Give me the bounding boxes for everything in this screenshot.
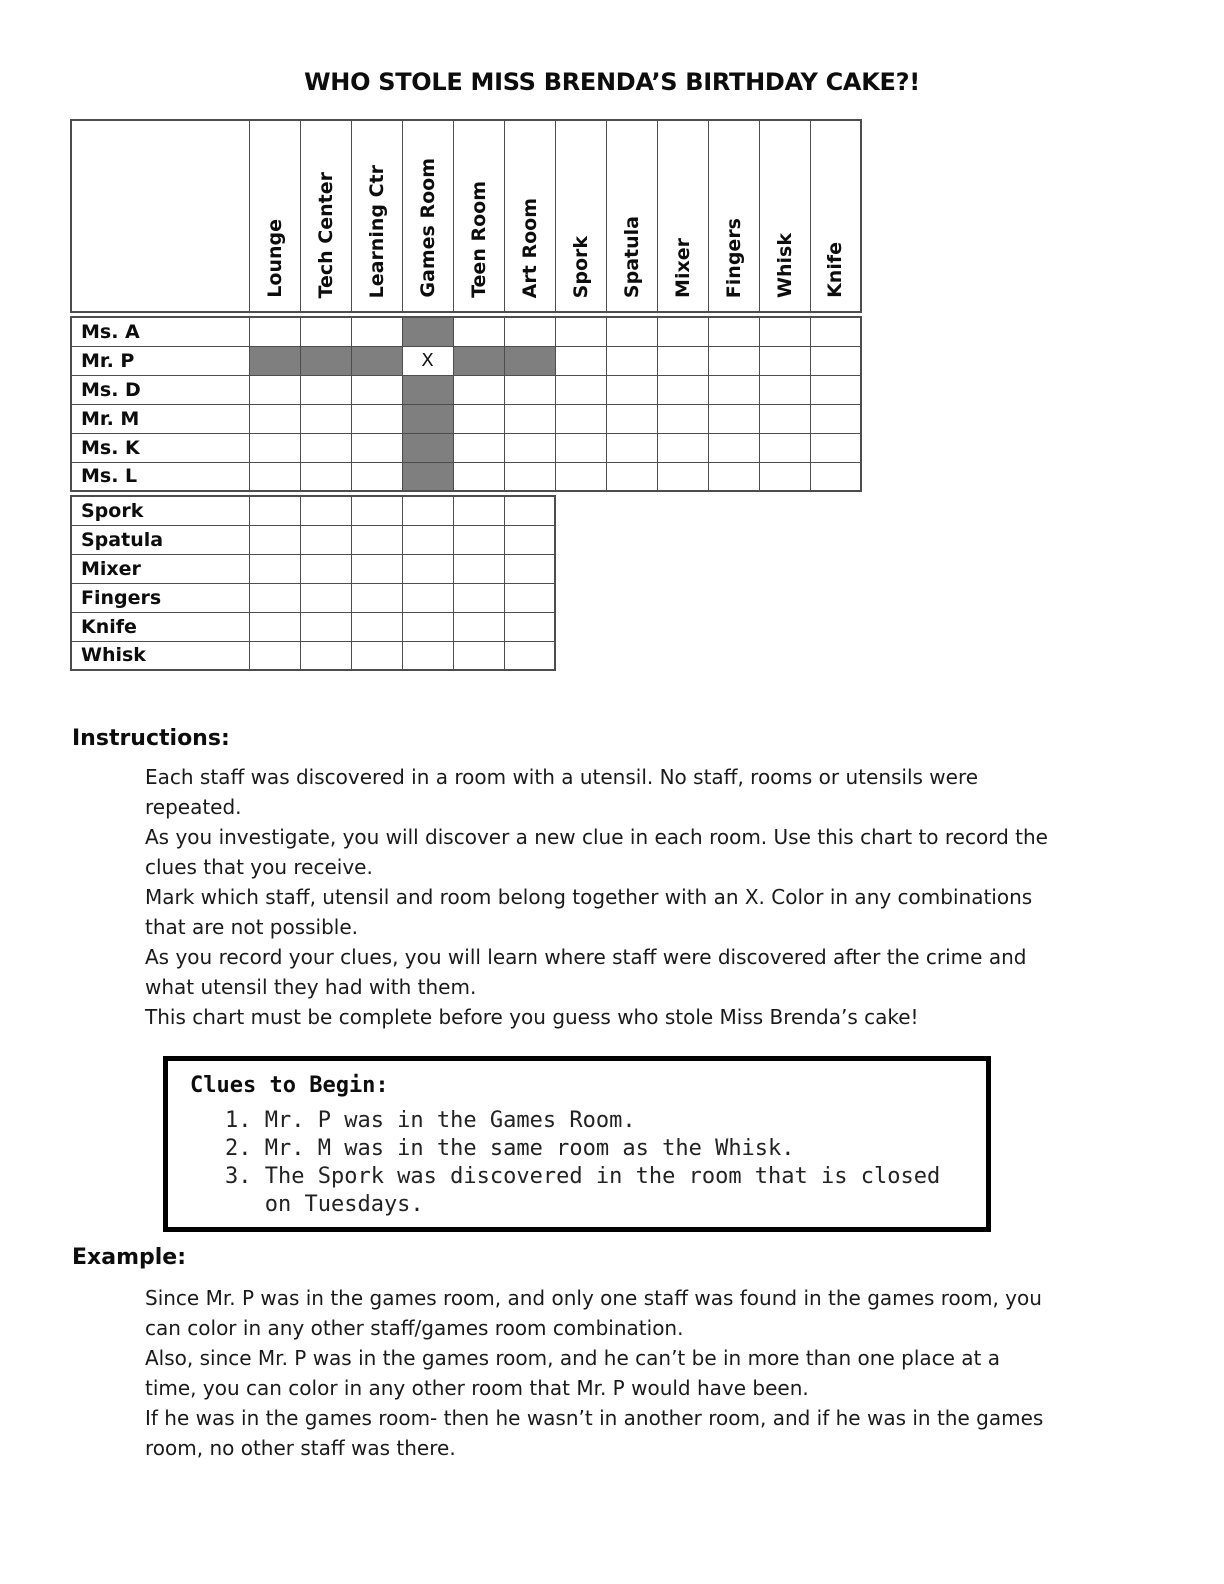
grid-cell-whisk-lounge: [249, 641, 300, 670]
grid-cell-mr-p-teen-room: [453, 346, 504, 375]
row-header-spork: Spork: [71, 496, 249, 525]
column-header-lounge: [249, 120, 300, 312]
page-title: WHO STOLE MISS BRENDA’S BIRTHDAY CAKE?!: [304, 68, 920, 96]
grid-cell-mr-p-games-room: X: [402, 346, 453, 375]
grid-cell-mr-p-spatula: [606, 346, 657, 375]
row-header-spatula: Spatula: [71, 525, 249, 554]
example-line: can color in any other staff/games room combination.: [145, 1316, 684, 1340]
grid-cell-mr-m-fingers: [708, 404, 759, 433]
example-line: time, you can color in any other room that Mr. P would have been.: [145, 1376, 809, 1400]
grid-cell-ms-k-fingers: [708, 433, 759, 462]
grid-cell-ms-l-games-room: [402, 462, 453, 491]
grid-cell-fingers-learning-ctr: [351, 583, 402, 612]
example-heading: Example:: [72, 1245, 186, 1270]
logic-grid: [70, 119, 862, 671]
grid-cell-ms-a-lounge: [249, 317, 300, 346]
grid-cell-mr-m-mixer: [657, 404, 708, 433]
grid-cell-ms-k-whisk: [759, 433, 810, 462]
row-header-ms-d: Ms. D: [71, 375, 249, 404]
column-header-art-room: [504, 120, 555, 312]
row-header-ms-l: Ms. L: [71, 462, 249, 491]
clue-line: 1. Mr. P was in the Games Room.: [225, 1108, 636, 1133]
grid-cell-spatula-learning-ctr: [351, 525, 402, 554]
grid-cell-ms-k-teen-room: [453, 433, 504, 462]
grid-cell-ms-k-tech-center: [300, 433, 351, 462]
grid-cell-knife-tech-center: [300, 612, 351, 641]
grid-cell-mixer-tech-center: [300, 554, 351, 583]
instructions-body: [145, 762, 1155, 1032]
column-header-label: Spork: [569, 235, 592, 298]
instruction-line: that are not possible.: [145, 915, 359, 939]
utensil-row-fingers: [71, 583, 555, 612]
grid-cell-mr-p-spork: [555, 346, 606, 375]
row-header-knife: Knife: [71, 612, 249, 641]
grid-cell-ms-l-spatula: [606, 462, 657, 491]
column-header-label: Spatula: [620, 215, 643, 298]
grid-cell-ms-d-art-room: [504, 375, 555, 404]
grid-cell-whisk-art-room: [504, 641, 555, 670]
grid-cell-mr-m-whisk: [759, 404, 810, 433]
clues-box-heading: Clues to Begin:: [190, 1073, 389, 1098]
grid-cell-knife-learning-ctr: [351, 612, 402, 641]
staff-row-ms-l: [71, 462, 861, 491]
instruction-line: Mark which staff, utensil and room belong together with an X. Color in any combinations: [145, 885, 1033, 909]
grid-cell-ms-d-fingers: [708, 375, 759, 404]
grid-cell-mr-m-lounge: [249, 404, 300, 433]
instructions-heading: Instructions:: [72, 726, 230, 751]
row-header-mr-m: Mr. M: [71, 404, 249, 433]
instruction-line: This chart must be complete before you guess who stole Miss Brenda’s cake!: [145, 1005, 919, 1029]
grid-cell-mr-m-spork: [555, 404, 606, 433]
grid-cell-ms-a-spork: [555, 317, 606, 346]
grid-cell-mr-m-spatula: [606, 404, 657, 433]
grid-cell-spork-games-room: [402, 496, 453, 525]
grid-cell-mr-p-tech-center: [300, 346, 351, 375]
grid-cell-ms-l-mixer: [657, 462, 708, 491]
grid-cell-ms-d-spatula: [606, 375, 657, 404]
grid-cell-ms-d-whisk: [759, 375, 810, 404]
grid-cell-ms-d-mixer: [657, 375, 708, 404]
grid-cell-ms-d-learning-ctr: [351, 375, 402, 404]
grid-utensil-section: [70, 495, 556, 671]
column-header-label: Mixer: [671, 238, 694, 298]
grid-cell-spatula-tech-center: [300, 525, 351, 554]
grid-cell-fingers-games-room: [402, 583, 453, 612]
grid-cell-ms-a-tech-center: [300, 317, 351, 346]
row-header-ms-k: Ms. K: [71, 433, 249, 462]
grid-cell-mr-m-learning-ctr: [351, 404, 402, 433]
row-header-fingers: Fingers: [71, 583, 249, 612]
column-header-label: Fingers: [722, 217, 745, 298]
column-header-knife: [810, 120, 861, 312]
instruction-line: Each staff was discovered in a room with a utensil. No staff, rooms or utensils were: [145, 765, 979, 789]
column-header-whisk: [759, 120, 810, 312]
example-line: Since Mr. P was in the games room, and only one staff was found in the games room, you: [145, 1286, 1042, 1310]
column-header-label: Games Room: [416, 158, 439, 298]
grid-cell-ms-k-lounge: [249, 433, 300, 462]
grid-cell-whisk-learning-ctr: [351, 641, 402, 670]
column-header-spork: [555, 120, 606, 312]
grid-cell-ms-a-teen-room: [453, 317, 504, 346]
grid-header-section: [70, 119, 862, 313]
column-header-spatula: [606, 120, 657, 312]
grid-cell-ms-a-art-room: [504, 317, 555, 346]
grid-cell-mr-p-whisk: [759, 346, 810, 375]
grid-cell-spatula-teen-room: [453, 525, 504, 554]
column-header-label: Knife: [824, 242, 847, 298]
grid-staff-section: [70, 316, 862, 492]
grid-cell-ms-d-spork: [555, 375, 606, 404]
grid-cell-ms-d-tech-center: [300, 375, 351, 404]
column-header-label: Lounge: [263, 219, 286, 298]
example-body: [145, 1283, 1155, 1463]
column-header-games-room: [402, 120, 453, 312]
utensil-row-whisk: [71, 641, 555, 670]
grid-cell-mixer-lounge: [249, 554, 300, 583]
grid-cell-ms-k-mixer: [657, 433, 708, 462]
clue-line: on Tuesdays.: [264, 1192, 424, 1217]
column-header-label: Learning Ctr: [365, 164, 388, 298]
staff-row-mr-p: [71, 346, 861, 375]
grid-cell-fingers-lounge: [249, 583, 300, 612]
column-header-fingers: [708, 120, 759, 312]
grid-cell-ms-a-fingers: [708, 317, 759, 346]
grid-cell-knife-art-room: [504, 612, 555, 641]
clues-box: [163, 1056, 991, 1232]
column-header-tech-center: [300, 120, 351, 312]
grid-cell-ms-l-lounge: [249, 462, 300, 491]
grid-cell-spork-tech-center: [300, 496, 351, 525]
row-header-whisk: Whisk: [71, 641, 249, 670]
grid-cell-ms-d-teen-room: [453, 375, 504, 404]
grid-cell-mr-m-games-room: [402, 404, 453, 433]
grid-cell-ms-k-art-room: [504, 433, 555, 462]
staff-row-mr-m: [71, 404, 861, 433]
grid-cell-fingers-teen-room: [453, 583, 504, 612]
grid-cell-ms-l-art-room: [504, 462, 555, 491]
grid-cell-mr-m-knife: [810, 404, 861, 433]
grid-cell-mr-p-mixer: [657, 346, 708, 375]
grid-cell-spork-lounge: [249, 496, 300, 525]
grid-cell-ms-d-knife: [810, 375, 861, 404]
grid-cell-mixer-teen-room: [453, 554, 504, 583]
grid-cell-ms-l-tech-center: [300, 462, 351, 491]
grid-cell-ms-k-knife: [810, 433, 861, 462]
grid-cell-ms-l-learning-ctr: [351, 462, 402, 491]
grid-cell-spork-learning-ctr: [351, 496, 402, 525]
column-header-label: Teen Room: [467, 181, 490, 298]
grid-cell-mr-m-tech-center: [300, 404, 351, 433]
grid-cell-ms-k-learning-ctr: [351, 433, 402, 462]
grid-cell-fingers-tech-center: [300, 583, 351, 612]
grid-cell-mixer-learning-ctr: [351, 554, 402, 583]
grid-cell-mr-p-knife: [810, 346, 861, 375]
grid-cell-ms-l-fingers: [708, 462, 759, 491]
grid-cell-mixer-art-room: [504, 554, 555, 583]
grid-cell-knife-teen-room: [453, 612, 504, 641]
grid-cell-ms-l-spork: [555, 462, 606, 491]
grid-cell-mr-p-fingers: [708, 346, 759, 375]
grid-cell-spatula-games-room: [402, 525, 453, 554]
grid-cell-whisk-games-room: [402, 641, 453, 670]
column-header-mixer: [657, 120, 708, 312]
utensil-row-spork: [71, 496, 555, 525]
grid-cell-spatula-lounge: [249, 525, 300, 554]
grid-cell-mr-p-art-room: [504, 346, 555, 375]
clue-line: 2. Mr. M was in the same room as the Whisk.: [225, 1136, 795, 1161]
grid-cell-knife-games-room: [402, 612, 453, 641]
grid-cell-spork-teen-room: [453, 496, 504, 525]
instruction-line: what utensil they had with them.: [145, 975, 477, 999]
grid-cell-whisk-teen-room: [453, 641, 504, 670]
staff-row-ms-a: [71, 317, 861, 346]
grid-cell-whisk-tech-center: [300, 641, 351, 670]
grid-cell-ms-d-lounge: [249, 375, 300, 404]
grid-cell-mr-p-learning-ctr: [351, 346, 402, 375]
grid-cell-ms-a-learning-ctr: [351, 317, 402, 346]
grid-cell-ms-a-mixer: [657, 317, 708, 346]
staff-row-ms-d: [71, 375, 861, 404]
grid-cell-ms-k-spork: [555, 433, 606, 462]
example-line: room, no other staff was there.: [145, 1436, 456, 1460]
instruction-line: clues that you receive.: [145, 855, 373, 879]
grid-corner-cell: [71, 120, 249, 312]
grid-cell-mixer-games-room: [402, 554, 453, 583]
grid-cell-ms-l-knife: [810, 462, 861, 491]
row-header-mr-p: Mr. P: [71, 346, 249, 375]
column-header-teen-room: [453, 120, 504, 312]
instruction-line: repeated.: [145, 795, 242, 819]
grid-cell-ms-a-games-room: [402, 317, 453, 346]
staff-row-ms-k: [71, 433, 861, 462]
column-header-learning-ctr: [351, 120, 402, 312]
example-line: Also, since Mr. P was in the games room, and he can’t be in more than one place at a: [145, 1346, 1000, 1370]
clue-line: 3. The Spork was discovered in the room that is closed: [225, 1164, 941, 1189]
grid-cell-ms-l-whisk: [759, 462, 810, 491]
column-header-label: Art Room: [518, 197, 541, 298]
grid-cell-mr-m-teen-room: [453, 404, 504, 433]
instruction-line: As you investigate, you will discover a new clue in each room. Use this chart to record the: [145, 825, 1048, 849]
grid-cell-ms-a-whisk: [759, 317, 810, 346]
grid-cell-ms-l-teen-room: [453, 462, 504, 491]
row-header-mixer: Mixer: [71, 554, 249, 583]
grid-cell-spatula-art-room: [504, 525, 555, 554]
grid-cell-ms-a-knife: [810, 317, 861, 346]
row-header-ms-a: Ms. A: [71, 317, 249, 346]
grid-cell-knife-lounge: [249, 612, 300, 641]
grid-cell-ms-d-games-room: [402, 375, 453, 404]
grid-cell-fingers-art-room: [504, 583, 555, 612]
column-header-label: Whisk: [773, 233, 796, 298]
utensil-row-spatula: [71, 525, 555, 554]
clues-list: [225, 1107, 966, 1219]
column-header-label: Tech Center: [314, 171, 337, 298]
utensil-row-mixer: [71, 554, 555, 583]
grid-cell-ms-k-games-room: [402, 433, 453, 462]
grid-cell-ms-a-spatula: [606, 317, 657, 346]
grid-cell-spork-art-room: [504, 496, 555, 525]
grid-cell-mr-p-lounge: [249, 346, 300, 375]
utensil-row-knife: [71, 612, 555, 641]
example-line: If he was in the games room- then he wasn’t in another room, and if he was in the games: [145, 1406, 1044, 1430]
grid-cell-ms-k-spatula: [606, 433, 657, 462]
instruction-line: As you record your clues, you will learn where staff were discovered after the crime and: [145, 945, 1027, 969]
grid-cell-mr-m-art-room: [504, 404, 555, 433]
